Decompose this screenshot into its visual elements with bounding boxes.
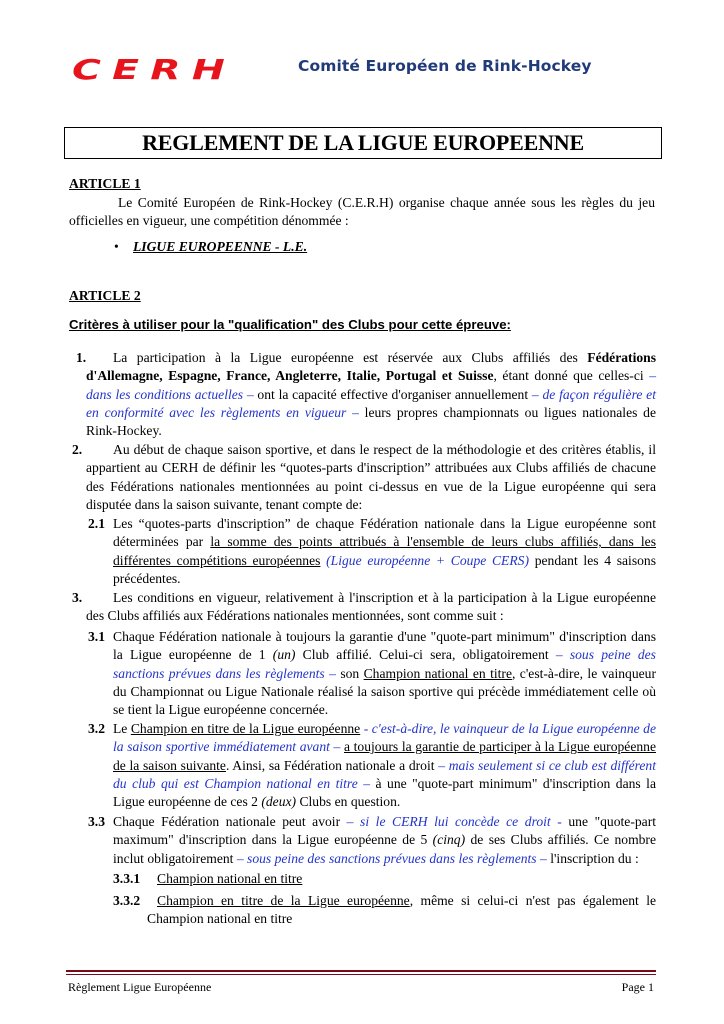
article-2-subheading: Critères à utiliser pour la "qualification" des Clubs pour cette épreuve:	[69, 317, 511, 332]
item-3-3-note-1: – si le CERH lui concède ce droit -	[346, 814, 562, 829]
title-box	[64, 127, 662, 159]
item-3-3-note-2: – sous peine des sanctions prévues dans les règlements –	[236, 850, 547, 866]
organization-name: Comité Européen de Rink-Hockey	[298, 57, 592, 75]
article-1-paragraph	[69, 194, 655, 231]
item-1-note-2: – de façon régulière et en conformité avec les règlements en vigueur –	[86, 386, 656, 420]
item-1-paragraph	[86, 349, 656, 440]
item-3-2-text-4: Clubs en question.	[296, 794, 401, 810]
article-1-text-b: officielles en vigueur, une compétition dénommée :	[69, 213, 349, 229]
item-1-text-3: ont la capacité effective d'organiser annuellement	[253, 386, 532, 402]
item-3-number: 3.	[72, 590, 83, 605]
footer-page-number: Page 1	[621, 980, 654, 994]
article-1-heading: ARTICLE 1	[69, 176, 141, 191]
item-3-1-paragraph	[113, 628, 656, 719]
item-1-text-1: La participation à la Ligue européenne est réservée aux Clubs affiliés des	[113, 350, 588, 365]
document-title: REGLEMENT DE LA LIGUE EUROPEENNE	[142, 130, 584, 155]
item-2-number: 2.	[72, 442, 83, 457]
item-1-text-2: , étant donné que celles-ci	[493, 368, 650, 384]
item-3-3-text-4: l'inscription du :	[546, 850, 639, 866]
item-3-3-2-text: , même si celui-ci n'est pas également le Champion national en titre	[147, 893, 657, 927]
item-3-3-text-3: de ses Clubs affiliés. Ce nombre inclut obligatoirement	[113, 832, 656, 866]
item-3-2-champion: Champion en titre de la Ligue européenne	[130, 721, 361, 736]
item-3-3-1-number: 3.3.1	[113, 871, 141, 886]
item-3-1-text-1: Chaque Fédération nationale à toujours la garantie d'une "quote-part minimum" d'inscription dans la Ligue européenne de 1	[113, 629, 656, 663]
item-3-1-champion: Champion national en titre	[363, 665, 512, 681]
footer-divider	[66, 970, 656, 972]
item-3-1-note: – sous peine des sanctions prévues dans les règlements –	[113, 647, 656, 681]
item-1-number: 1.	[76, 350, 87, 365]
item-3-1-number: 3.1	[88, 629, 105, 644]
item-3-2-number: 3.2	[88, 721, 105, 736]
item-3-3-2-paragraph	[147, 892, 656, 929]
article-1-bullet: LIGUE EUROPEENNE - L.E.	[133, 239, 308, 254]
item-3-3-2-number: 3.3.2	[113, 893, 141, 908]
item-3-2-text-2: . Ainsi, sa Fédération nationale a droit	[225, 757, 439, 773]
footer-document-name: Règlement Ligue Européenne	[68, 980, 212, 994]
item-2-1-paragraph	[113, 515, 656, 588]
item-3-2-deux: (deux)	[261, 794, 297, 810]
bullet-icon: •	[114, 239, 119, 254]
item-3-2-note-2: – mais seulement si ce club est différent du club qui est Champion national en titre –	[113, 757, 656, 791]
item-3-2-guarantee: a toujours la garantie de participer à la Ligue européenne de la saison suivante	[113, 739, 656, 773]
article-2-heading: ARTICLE 2	[69, 288, 141, 303]
item-1-note-1: – dans les conditions actuelles –	[86, 368, 656, 402]
item-2-1-text-2: pendant les 4 saisons précédentes.	[113, 552, 656, 586]
item-1-federations: Fédérations d'Allemagne, Espagne, France, Angleterre, Italie, Portugal et Suisse	[86, 350, 656, 384]
item-3-3-text-2: une "quote-part maximum" d'inscription dans la Ligue européenne de 5	[113, 814, 656, 848]
cerh-logo	[70, 55, 240, 83]
article-1-text-a: Le Comité Européen de Rink-Hockey (C.E.R.H) organise chaque année sous les règles du jeu	[118, 195, 655, 210]
item-2-1-text-1: Les “quotes-parts d'inscription” de chaque Fédération nationale dans la Ligue européenne sont déterminées par	[113, 516, 656, 550]
item-3-2-text-1: Le	[113, 721, 131, 736]
item-3-2-text-3: à une "quote-part minimum" d'inscription dans la Ligue européenne de ces 2	[113, 775, 656, 810]
item-3-3-2-champion: Champion en titre de la Ligue européenne	[157, 893, 410, 908]
item-3-3-number: 3.3	[88, 814, 105, 829]
item-3-1-text-2: Club affilié. Celui-ci sera, obligatoirement	[295, 647, 556, 663]
item-3-3-paragraph	[113, 813, 656, 868]
item-3-3-cinq: (cinq)	[432, 832, 466, 848]
item-3-1-text-4: , c'est-à-dire, le vainqueur du Championnat ou Ligue Nationale réalisé la saison sportive qui précède immédiatement celle où se tient la Ligue européenne concernée.	[113, 665, 656, 718]
item-2-1-competitions: (Ligue européenne + Coupe CERS)	[326, 552, 529, 568]
item-3-paragraph: Les conditions en vigueur, relativement à l'inscription et à la participation à la Ligue européenne des Clubs affiliés aux Fédérations nationales mentionnées, sont comme suit :	[86, 590, 656, 624]
cerh-logo-text: CERH	[72, 55, 236, 83]
item-3-1-text-3: son	[335, 665, 364, 681]
item-3-1-un: (un)	[272, 647, 296, 663]
item-3-3-text-1: Chaque Fédération nationale peut avoir	[113, 814, 347, 829]
item-1-text-4: leurs propres championnats ou ligues nationales de Rink-Hockey.	[86, 404, 656, 439]
item-2-paragraph: Au début de chaque saison sportive, et dans le respect de la méthodologie et des critères établis, il appartient au CERH de définir les “quotes-parts d'inscription” attribuées aux Clubs affiliés de chacune des Fédérations nationales mentionnées au point ci-dessus en vue de la Ligue européenne qui sera disputée dans la saison suivante, tenant compte de:	[86, 442, 656, 512]
item-3-2-paragraph	[113, 720, 656, 811]
item-3-3-1-text: Champion national en titre	[157, 871, 303, 886]
item-3-2-note-1: - c'est-à-dire, le vainqueur de la Ligue européenne de la saison sportive immédiatement avant –	[113, 721, 656, 755]
footer-divider-thin	[66, 974, 656, 975]
item-2-1-number: 2.1	[88, 516, 105, 531]
item-2-1-underlined: la somme des points attribués à l'ensemble de leurs clubs affiliés, dans les différentes compétitions européennes	[113, 534, 656, 568]
